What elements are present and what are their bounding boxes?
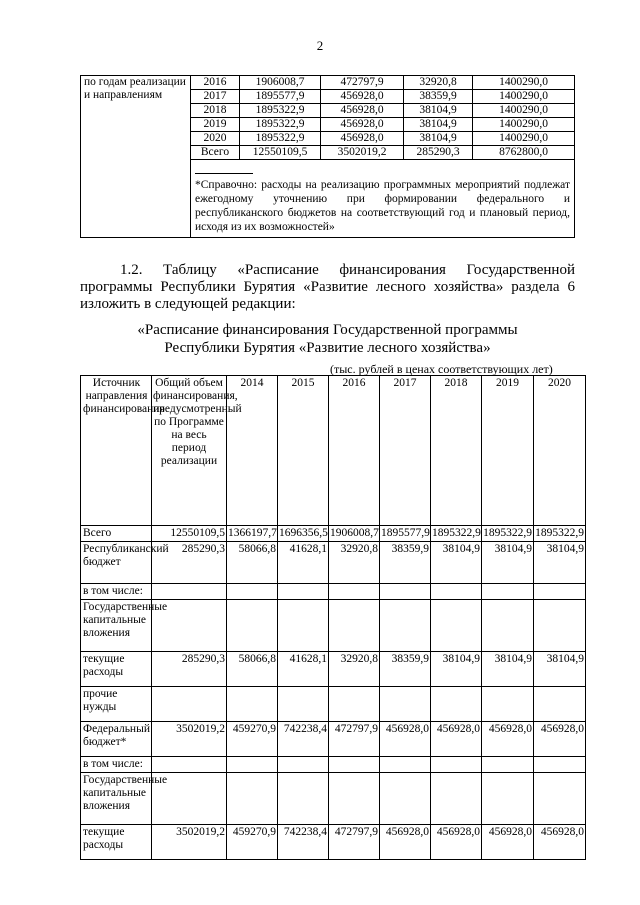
value-cell: 742238,4 [278,722,329,757]
value-cell: 285290,3 [152,542,227,584]
value-cell: 456928,0 [482,722,534,757]
value-cell: 742238,4 [278,825,329,860]
value-cell [534,773,586,825]
value-cell [534,687,586,722]
main-table-row [81,687,586,722]
value-cell [380,584,431,600]
federal-cell: 472797,9 [321,76,404,90]
value-cell [534,600,586,652]
year-header: 2017 [380,376,431,526]
value-cell [329,773,380,825]
value-cell: 456928,0 [482,825,534,860]
value-cell: 456928,0 [380,825,431,860]
value-cell: 38104,9 [431,542,482,584]
value-cell: 459270,9 [227,825,278,860]
footnote-text: *Справочно: расходы на реализацию программных мероприятий подлежат ежегодному уточнению при формировании федерального и республиканского бюджетов на соответствующий год и плановый период, исходя из их возможностей» [195,179,570,233]
value-cell [482,757,534,773]
value-cell: 1895322,9 [431,526,482,542]
value-cell: 1895577,9 [380,526,431,542]
value-cell [278,600,329,652]
value-cell: 38359,9 [380,542,431,584]
schedule-heading-line2: Республики Бурятия «Развитие лесного хозяйства» [164,340,491,356]
other-cell: 1400290,0 [473,76,575,90]
value-cell [482,687,534,722]
value-cell: 456928,0 [534,722,586,757]
year-cell: 2017 [191,90,240,104]
value-cell: 38104,9 [482,652,534,687]
value-cell: 456928,0 [380,722,431,757]
main-table-row [81,600,586,652]
value-cell [329,584,380,600]
value-cell [534,584,586,600]
main-table-row [81,526,586,542]
republic-cell: 38104,9 [404,104,473,118]
value-cell [278,773,329,825]
value-cell [431,757,482,773]
year-header: 2014 [227,376,278,526]
value-cell: 58066,8 [227,542,278,584]
value-cell: 38104,9 [482,542,534,584]
value-cell [329,600,380,652]
federal-cell: 456928,0 [321,104,404,118]
value-cell [227,584,278,600]
value-cell: 459270,9 [227,722,278,757]
republic-cell: 38104,9 [404,118,473,132]
source-header: Источник направления финансирования [81,376,152,526]
value-cell [329,687,380,722]
value-cell [152,687,227,722]
footnote-rule [195,173,253,174]
value-cell [380,600,431,652]
year-cell: 2016 [191,76,240,90]
value-cell [431,687,482,722]
value-cell [152,757,227,773]
main-table-row [81,652,586,687]
value-cell: 456928,0 [431,825,482,860]
row-label: Государственные капитальные вложения [81,773,152,825]
republic-cell: 38359,9 [404,90,473,104]
main-table-row [81,584,586,600]
year-header: 2019 [482,376,534,526]
total-cell: 1895322,9 [240,132,321,146]
value-cell [380,687,431,722]
financing-schedule-table [80,375,586,860]
value-cell [227,773,278,825]
other-cell: 1400290,0 [473,132,575,146]
year-cell: 2020 [191,132,240,146]
other-cell: 1400290,0 [473,90,575,104]
value-cell: 1895322,9 [482,526,534,542]
footnote-cell [191,160,575,238]
row-label: Федеральный бюджет* [81,722,152,757]
value-cell: 3502019,2 [152,825,227,860]
value-cell: 38104,9 [534,652,586,687]
value-cell: 1895322,9 [534,526,586,542]
units-note: (тыс. рублей в ценах соответствующих лет) [330,362,553,376]
value-cell [227,600,278,652]
value-cell: 41628,1 [278,542,329,584]
republic-cell: 38104,9 [404,132,473,146]
value-cell: 38104,9 [431,652,482,687]
value-cell [329,757,380,773]
page-number: 2 [316,38,324,53]
schedule-heading-line1: «Расписание финансирования Государственной программы [137,322,518,338]
main-table-row [81,773,586,825]
year-cell: Всего [191,146,240,160]
republic-cell: 285290,3 [404,146,473,160]
value-cell: 472797,9 [329,825,380,860]
federal-cell: 456928,0 [321,90,404,104]
value-cell: 38104,9 [534,542,586,584]
year-header: 2015 [278,376,329,526]
value-cell [278,757,329,773]
value-cell: 472797,9 [329,722,380,757]
value-cell: 32920,8 [329,652,380,687]
row-label: в том числе: [81,584,152,600]
row-label: Республиканский бюджет [81,542,152,584]
row-label: Всего [81,526,152,542]
main-table-row [81,825,586,860]
total-cell: 1895322,9 [240,104,321,118]
row-label: в том числе: [81,757,152,773]
federal-cell: 3502019,2 [321,146,404,160]
year-header: 2020 [534,376,586,526]
value-cell [227,757,278,773]
value-cell: 32920,8 [329,542,380,584]
value-cell [227,687,278,722]
row-label: Государственные капитальные вложения [81,600,152,652]
federal-cell: 456928,0 [321,132,404,146]
federal-cell: 456928,0 [321,118,404,132]
value-cell [431,600,482,652]
value-cell [482,600,534,652]
value-cell: 1696356,5 [278,526,329,542]
other-cell: 8762800,0 [473,146,575,160]
amendment-paragraph: 1.2. Таблицу «Расписание финансирования Государственной программы Республики Бурятия «Развитие лесного хозяйства» раздела 6 изложить в следующей редакции: [80,262,575,312]
top-table-label: по годам реализации и направлениям [81,76,191,238]
value-cell: 38359,9 [380,652,431,687]
value-cell: 285290,3 [152,652,227,687]
value-cell [534,757,586,773]
value-cell [431,584,482,600]
row-label: текущие расходы [81,825,152,860]
republic-cell: 32920,8 [404,76,473,90]
value-cell: 1366197,7 [227,526,278,542]
total-cell: 1895322,9 [240,118,321,132]
value-cell: 456928,0 [431,722,482,757]
value-cell [380,757,431,773]
value-cell: 41628,1 [278,652,329,687]
value-cell: 1906008,7 [329,526,380,542]
row-label: прочие нужды [81,687,152,722]
other-cell: 1400290,0 [473,104,575,118]
value-cell: 3502019,2 [152,722,227,757]
top-funding-table [80,75,575,238]
year-header: 2016 [329,376,380,526]
main-table-header-row [81,376,586,526]
value-cell [278,687,329,722]
main-table-row [81,757,586,773]
main-table-row [81,722,586,757]
value-cell [482,584,534,600]
main-table-row [81,542,586,584]
value-cell [380,773,431,825]
value-cell: 456928,0 [534,825,586,860]
year-cell: 2018 [191,104,240,118]
value-cell [482,773,534,825]
value-cell [152,584,227,600]
value-cell [431,773,482,825]
total-cell: 1895577,9 [240,90,321,104]
other-cell: 1400290,0 [473,118,575,132]
value-cell: 58066,8 [227,652,278,687]
top-table-row [81,76,575,90]
total-cell: 1906008,7 [240,76,321,90]
total-cell: 12550109,5 [240,146,321,160]
year-header: 2018 [431,376,482,526]
value-cell: 12550109,5 [152,526,227,542]
year-cell: 2019 [191,118,240,132]
row-label: текущие расходы [81,652,152,687]
total-header: Общий объем финансирования, предусмотренный по Программе на весь период реализации [152,376,227,526]
value-cell [278,584,329,600]
